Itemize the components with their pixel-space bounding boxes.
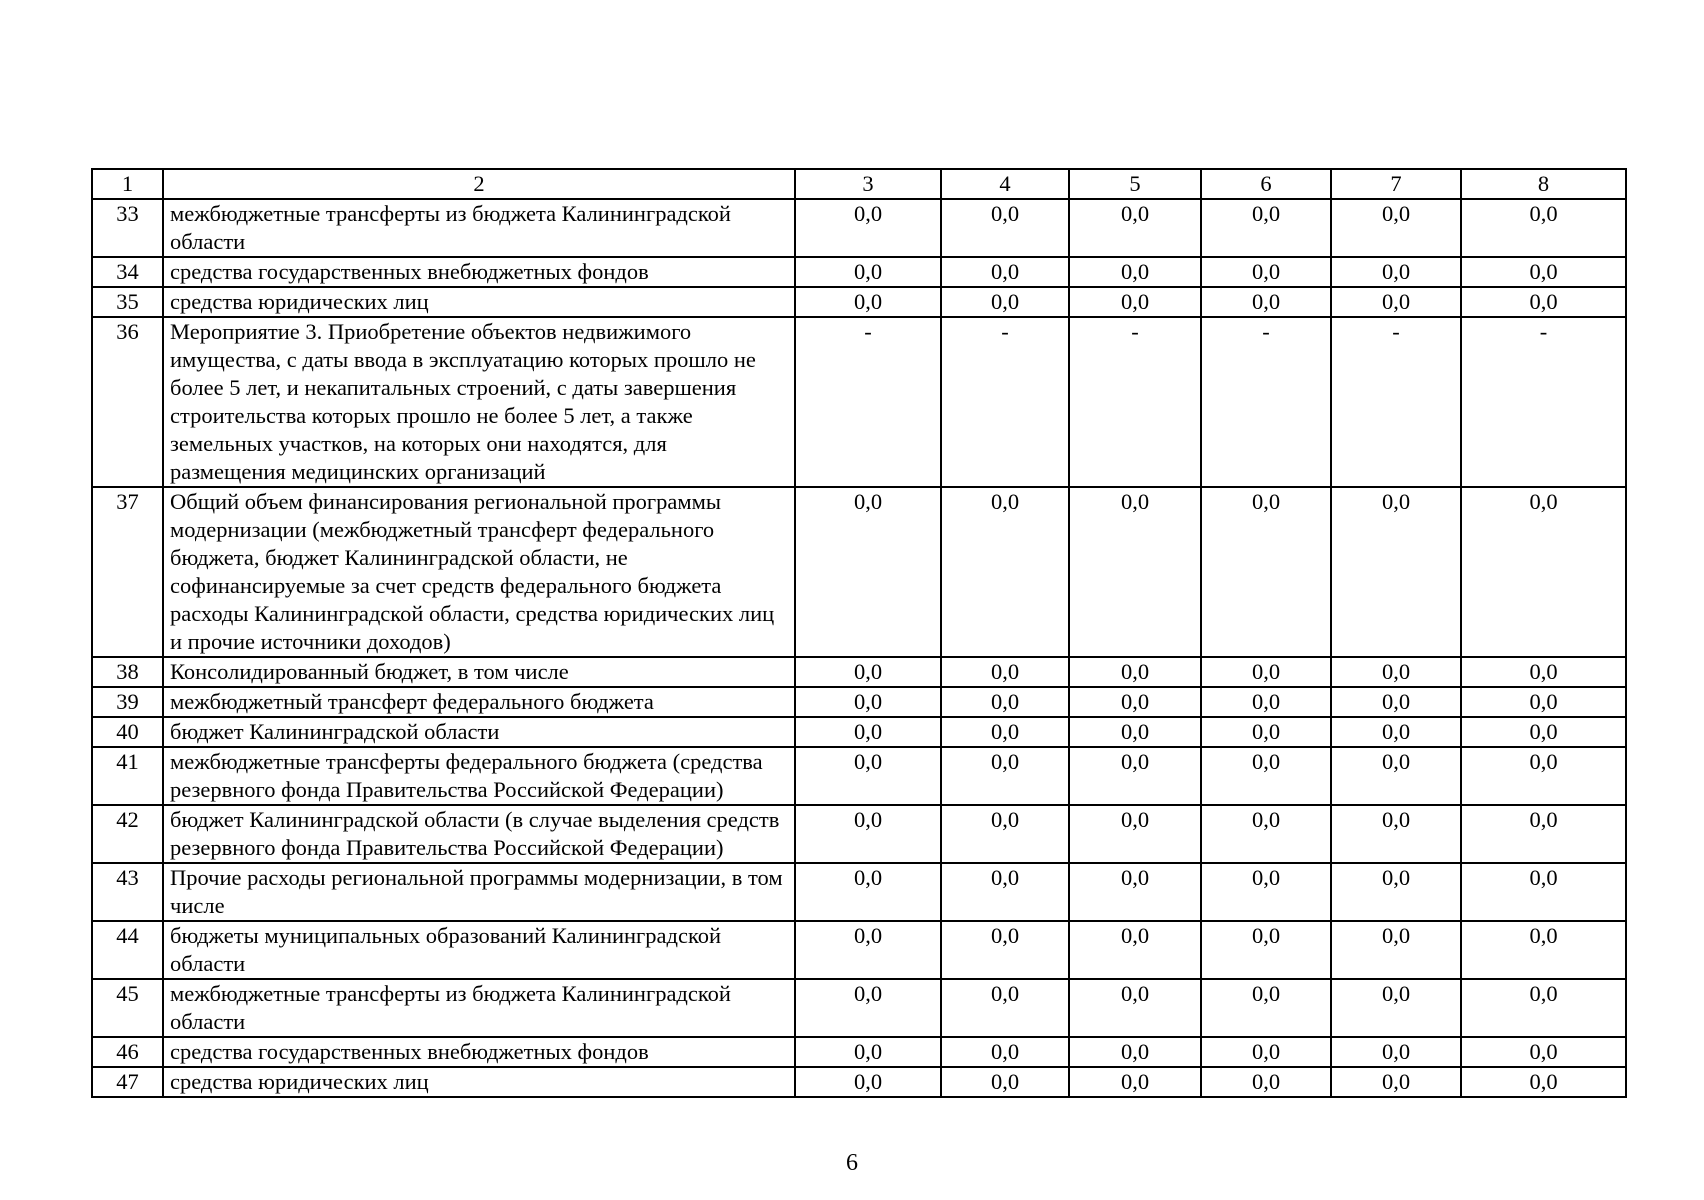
value-cell: 0,0 [1201, 805, 1331, 863]
row-description-cell: межбюджетные трансферты из бюджета Калининградской области [163, 199, 795, 257]
value-cell: 0,0 [1069, 805, 1201, 863]
value-cell: 0,0 [1331, 863, 1461, 921]
table-row [92, 1037, 1626, 1067]
value-cell: 0,0 [795, 687, 941, 717]
value-cell: 0,0 [1069, 717, 1201, 747]
row-description-cell: Общий объем финансирования региональной программы модернизации (межбюджетный трансферт федерального бюджета, бюджет Калининградской области, не софинансируемые за счет средств федерального бюджета расходы Калининградской области, средства юридических лиц и прочие источники доходов) [163, 487, 795, 657]
table-row [92, 863, 1626, 921]
value-cell: 0,0 [795, 199, 941, 257]
row-number-cell: 38 [92, 657, 163, 687]
value-cell: 0,0 [1069, 921, 1201, 979]
header-cell: 1 [92, 169, 163, 199]
row-number-cell: 44 [92, 921, 163, 979]
value-cell: 0,0 [1069, 747, 1201, 805]
row-number-cell: 45 [92, 979, 163, 1037]
value-cell: 0,0 [1461, 979, 1626, 1037]
row-description-cell: средства юридических лиц [163, 1067, 795, 1097]
header-cell: 5 [1069, 169, 1201, 199]
value-cell: 0,0 [1331, 257, 1461, 287]
row-description-cell: Мероприятие 3. Приобретение объектов недвижимого имущества, с даты ввода в эксплуатацию которых прошло не более 5 лет, и некапитальных строений, с даты завершения строительства которых прошло не более 5 лет, а также земельных участков, на которых они находятся, для размещения медицинских организаций [163, 317, 795, 487]
value-cell: 0,0 [1201, 687, 1331, 717]
value-cell: 0,0 [795, 921, 941, 979]
value-cell: 0,0 [795, 1067, 941, 1097]
table-row [92, 257, 1626, 287]
value-cell: 0,0 [1461, 687, 1626, 717]
value-cell: 0,0 [795, 863, 941, 921]
row-number-cell: 34 [92, 257, 163, 287]
value-cell: 0,0 [1069, 687, 1201, 717]
value-cell: 0,0 [941, 979, 1069, 1037]
value-cell: 0,0 [1461, 657, 1626, 687]
header-cell: 4 [941, 169, 1069, 199]
value-cell: 0,0 [941, 287, 1069, 317]
financing-table [91, 168, 1627, 1098]
row-number-cell: 41 [92, 747, 163, 805]
value-cell: 0,0 [1069, 1067, 1201, 1097]
table-row [92, 979, 1626, 1037]
value-cell: 0,0 [795, 257, 941, 287]
row-description-cell: средства государственных внебюджетных фондов [163, 1037, 795, 1067]
row-description-cell: межбюджетные трансферты из бюджета Калининградской области [163, 979, 795, 1037]
row-description-cell: Консолидированный бюджет, в том числе [163, 657, 795, 687]
value-cell: 0,0 [1461, 199, 1626, 257]
value-cell: 0,0 [941, 487, 1069, 657]
header-cell: 8 [1461, 169, 1626, 199]
table-row [92, 717, 1626, 747]
header-cell: 7 [1331, 169, 1461, 199]
row-number-cell: 37 [92, 487, 163, 657]
row-number-cell: 42 [92, 805, 163, 863]
table-row [92, 747, 1626, 805]
table-row [92, 199, 1626, 257]
value-cell: 0,0 [941, 1067, 1069, 1097]
value-cell: 0,0 [1069, 863, 1201, 921]
value-cell: 0,0 [1331, 921, 1461, 979]
value-cell: 0,0 [1069, 657, 1201, 687]
value-cell: - [1461, 317, 1626, 487]
value-cell: 0,0 [1201, 979, 1331, 1037]
value-cell: 0,0 [1331, 657, 1461, 687]
value-cell: 0,0 [1069, 1037, 1201, 1067]
value-cell: 0,0 [941, 657, 1069, 687]
value-cell: - [1201, 317, 1331, 487]
value-cell: 0,0 [1331, 1067, 1461, 1097]
table-body [92, 199, 1626, 1097]
value-cell: 0,0 [941, 1037, 1069, 1067]
value-cell: 0,0 [1461, 287, 1626, 317]
value-cell: 0,0 [1461, 747, 1626, 805]
value-cell: 0,0 [1069, 979, 1201, 1037]
value-cell: 0,0 [1201, 199, 1331, 257]
value-cell: 0,0 [1331, 747, 1461, 805]
value-cell: 0,0 [1201, 287, 1331, 317]
value-cell: 0,0 [1461, 717, 1626, 747]
value-cell: 0,0 [941, 257, 1069, 287]
value-cell: 0,0 [941, 687, 1069, 717]
value-cell: 0,0 [941, 199, 1069, 257]
value-cell: 0,0 [1331, 487, 1461, 657]
row-description-cell: Прочие расходы региональной программы модернизации, в том числе [163, 863, 795, 921]
value-cell: 0,0 [1331, 687, 1461, 717]
value-cell: - [941, 317, 1069, 487]
value-cell: 0,0 [1331, 805, 1461, 863]
value-cell: 0,0 [795, 657, 941, 687]
table-row [92, 1067, 1626, 1097]
value-cell: 0,0 [1331, 717, 1461, 747]
value-cell: 0,0 [1461, 1037, 1626, 1067]
row-description-cell: средства государственных внебюджетных фондов [163, 257, 795, 287]
value-cell: 0,0 [1331, 1037, 1461, 1067]
table-row [92, 317, 1626, 487]
value-cell: 0,0 [941, 805, 1069, 863]
header-cell: 2 [163, 169, 795, 199]
row-number-cell: 40 [92, 717, 163, 747]
row-description-cell: бюджет Калининградской области (в случае выделения средств резервного фонда Правительства Российской Федерации) [163, 805, 795, 863]
value-cell: 0,0 [941, 747, 1069, 805]
header-cell: 6 [1201, 169, 1331, 199]
table-row [92, 687, 1626, 717]
value-cell: 0,0 [1461, 805, 1626, 863]
value-cell: 0,0 [1331, 199, 1461, 257]
value-cell: 0,0 [1201, 1037, 1331, 1067]
page-number: 6 [846, 1150, 858, 1176]
value-cell: 0,0 [1201, 747, 1331, 805]
value-cell: 0,0 [941, 921, 1069, 979]
value-cell: 0,0 [1461, 1067, 1626, 1097]
value-cell: 0,0 [1201, 863, 1331, 921]
value-cell: 0,0 [941, 717, 1069, 747]
value-cell: 0,0 [795, 717, 941, 747]
value-cell: 0,0 [1461, 257, 1626, 287]
row-number-cell: 43 [92, 863, 163, 921]
value-cell: 0,0 [1461, 863, 1626, 921]
value-cell: 0,0 [1331, 287, 1461, 317]
value-cell: 0,0 [795, 979, 941, 1037]
value-cell: - [795, 317, 941, 487]
value-cell: 0,0 [795, 287, 941, 317]
value-cell: 0,0 [1201, 257, 1331, 287]
table-row [92, 287, 1626, 317]
value-cell: 0,0 [1461, 921, 1626, 979]
table-row [92, 487, 1626, 657]
value-cell: 0,0 [941, 863, 1069, 921]
row-number-cell: 46 [92, 1037, 163, 1067]
row-number-cell: 35 [92, 287, 163, 317]
row-description-cell: бюджет Калининградской области [163, 717, 795, 747]
row-number-cell: 39 [92, 687, 163, 717]
value-cell: 0,0 [1201, 1067, 1331, 1097]
value-cell: 0,0 [1461, 487, 1626, 657]
table-row [92, 657, 1626, 687]
value-cell: 0,0 [1069, 287, 1201, 317]
header-cell: 3 [795, 169, 941, 199]
row-number-cell: 36 [92, 317, 163, 487]
row-number-cell: 33 [92, 199, 163, 257]
value-cell: 0,0 [1331, 979, 1461, 1037]
row-description-cell: бюджеты муниципальных образований Калининградской области [163, 921, 795, 979]
value-cell: 0,0 [1069, 257, 1201, 287]
value-cell: - [1331, 317, 1461, 487]
value-cell: 0,0 [795, 1037, 941, 1067]
row-description-cell: средства юридических лиц [163, 287, 795, 317]
value-cell: 0,0 [1069, 487, 1201, 657]
value-cell: 0,0 [1201, 717, 1331, 747]
row-description-cell: межбюджетный трансферт федерального бюджета [163, 687, 795, 717]
value-cell: 0,0 [795, 805, 941, 863]
value-cell: 0,0 [795, 487, 941, 657]
table-row [92, 921, 1626, 979]
row-number-cell: 47 [92, 1067, 163, 1097]
value-cell: 0,0 [1069, 199, 1201, 257]
value-cell: 0,0 [795, 747, 941, 805]
value-cell: 0,0 [1201, 657, 1331, 687]
value-cell: 0,0 [1201, 921, 1331, 979]
value-cell: 0,0 [1201, 487, 1331, 657]
table-header-row [92, 169, 1626, 199]
row-description-cell: межбюджетные трансферты федерального бюджета (средства резервного фонда Правительства Российской Федерации) [163, 747, 795, 805]
table-row [92, 805, 1626, 863]
value-cell: - [1069, 317, 1201, 487]
